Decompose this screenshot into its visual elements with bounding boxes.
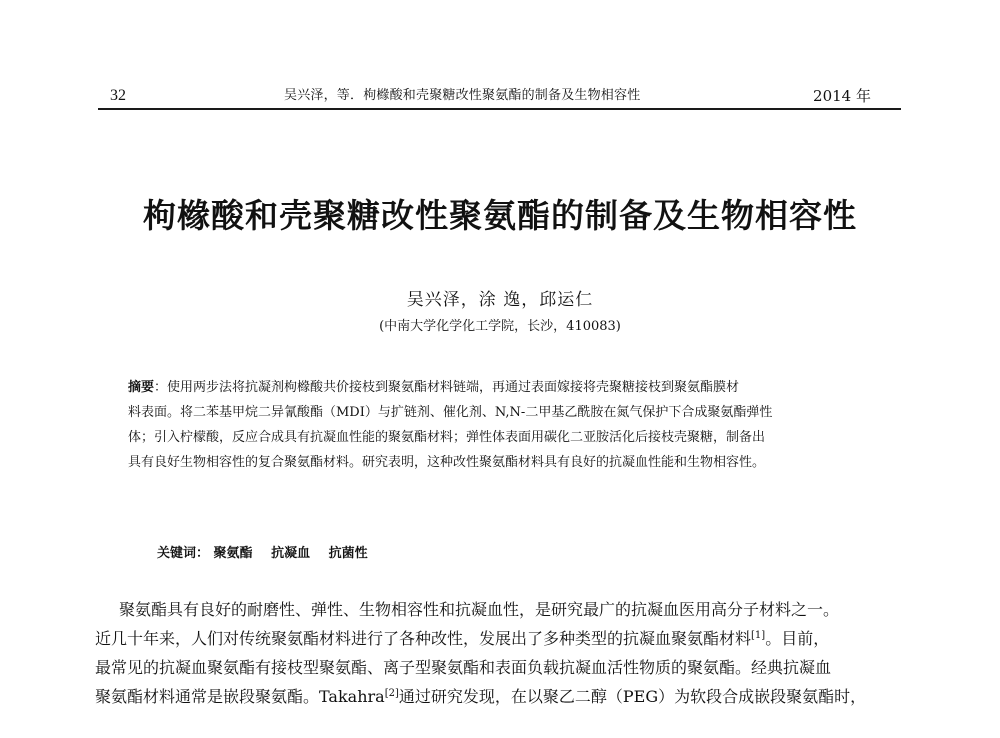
abstract-line: 料表面。将二苯基甲烷二异氰酸酯（MDI）与扩链剂、催化剂、N,N-二甲基乙酰胺在氮气保护下合成聚氨酯弹性 [128,405,773,420]
citation-ref: [1] [751,630,766,641]
body-line: 聚氨酯材料通常是嵌段聚氨酯。Takahra[2]通过研究发现，在以聚乙二醇（PEG）为软段合成嵌段聚氨酯时， [95,687,867,706]
keywords-label: 关键词： [157,546,210,561]
author-affiliation: (中南大学化学化工学院，长沙，410083) [379,319,621,334]
author-list: 吴兴泽，涂 逸，邱运仁 [406,290,594,310]
running-header [98,84,901,108]
citation-ref: [2] [384,688,399,699]
keyword: 抗凝血 [271,546,311,561]
abstract-line: 摘要：使用两步法将抗凝剂枸橼酸共价接枝到聚氨酯材料链端，再通过表面嫁接将壳聚糖接枝到聚氨酯膜材 [128,380,740,395]
article-title: 枸橼酸和壳聚糖改性聚氨酯的制备及生物相容性 [143,196,857,235]
publication-year: 2014 年 [813,87,871,105]
header-rule [98,108,901,110]
body-line: 最常见的抗凝血聚氨酯有接枝型聚氨酯、离子型聚氨酯和表面负载抗凝血活性物质的聚氨酯。经典抗凝血 [95,658,832,677]
keywords [157,542,382,561]
body-line: 近几十年来，人们对传统聚氨酯材料进行了各种改性，发展出了多种类型的抗凝血聚氨酯材料[1]。目前， [95,629,830,648]
keyword: 聚氨酯 [213,546,253,561]
body-text [95,595,907,711]
abstract-line: 具有良好生物相容性的复合聚氨酯材料。研究表明，这种改性聚氨酯材料具有良好的抗凝血性能和生物相容性。 [128,455,766,470]
page-number: 32 [110,87,126,104]
abstract-line: 体；引入柠檬酸，反应合成具有抗凝血性能的聚氨酯材料；弹性体表面用碳化二亚胺活化后接枝壳聚糖，制备出 [128,430,766,445]
abstract [128,375,880,475]
keyword: 抗菌性 [328,546,368,561]
body-line: 聚氨酯具有良好的耐磨性、弹性、生物相容性和抗凝血性，是研究最广的抗凝血医用高分子材料之一。 [119,600,840,619]
abstract-label: 摘要 [128,380,155,395]
running-title: 吴兴泽，等．枸橼酸和壳聚糖改性聚氨酯的制备及生物相容性 [284,88,641,103]
